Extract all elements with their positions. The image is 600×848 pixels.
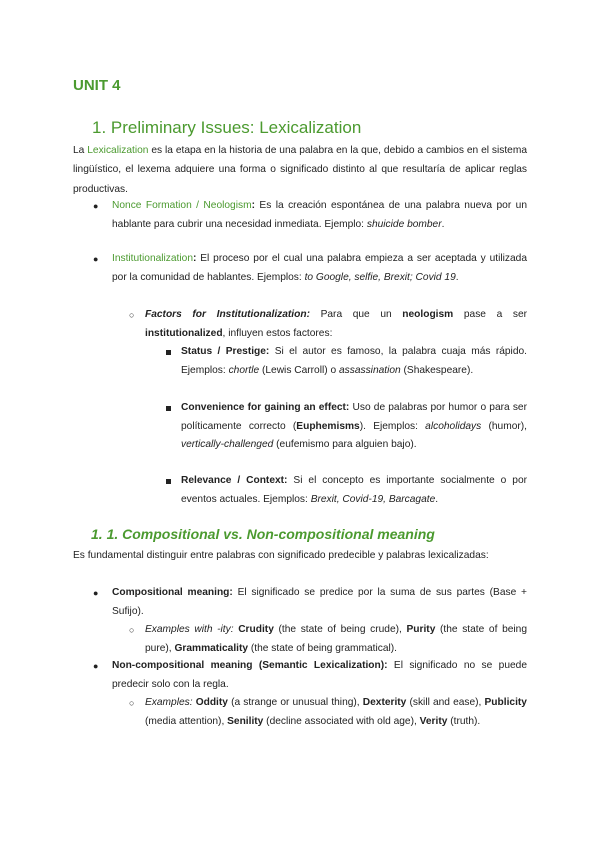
list-item-convenience: Convenience for gaining an effect: Uso de palabras por humor o para ser políticamente correcto (Euphemisms). Ejemplos: alcoholidays (humor), vertically-challenged (eufemismo para alguien bajo). [181, 402, 527, 451]
bullet-dot-icon: ● [93, 201, 99, 211]
list-item-compositional: Compositional meaning: El significado se predice por la suma de sus partes (Base + Sufijo). [112, 587, 527, 617]
bullet-circle-icon: ○ [129, 698, 135, 708]
term-lexicalization: Lexicalization [87, 145, 149, 156]
term-factors: Factors for Institutionalization: [145, 309, 310, 320]
list-item-status-prestige: Status / Prestige: Si el autor es famoso, la palabra cuaja más rápido. Ejemplos: chortle (Lewis Carroll) o assassination (Shakespeare). [181, 346, 527, 376]
unit-title: UNIT 4 [73, 77, 121, 94]
list-item-institutionalization: Institutionalization: El proceso por el cual una palabra empieza a ser aceptada y utilizada por la comunidad de hablantes. Ejemplos: to Google, selfie, Brexit; Covid 19. [112, 253, 527, 283]
bullet-square-icon [166, 479, 171, 484]
bullet-dot-icon: ● [93, 254, 99, 264]
section-heading-lexicalization: 1. Preliminary Issues: Lexicalization [92, 118, 362, 137]
list-item-relevance: Relevance / Context: Si el concepto es importante socialmente o por eventos actuales. Ejemplos: Brexit, Covid-19, Barcagate. [181, 475, 527, 505]
bullet-dot-icon: ● [93, 661, 99, 671]
list-item-examples-ity: Examples with -ity: Crudity (the state of being crude), Purity (the state of being pure), Grammaticality (the state of being grammatical). [145, 624, 527, 654]
list-item-factors: Factors for Institutionalization: Para que un neologism pase a ser institutionalized, influyen estos factores: [145, 309, 527, 339]
bullet-square-icon [166, 350, 171, 355]
list-item-examples-lexicalized: Examples: Oddity (a strange or unusual thing), Dexterity (skill and ease), Publicity (media attention), Senility (decline associated with old age), Verity (truth). [145, 697, 527, 727]
bullet-circle-icon: ○ [129, 310, 135, 320]
term-neologism: Nonce Formation / Neologism [112, 200, 252, 211]
bullet-dot-icon: ● [93, 588, 99, 598]
bullet-square-icon [166, 406, 171, 411]
section2-intro: Es fundamental distinguir entre palabras con significado predecible y palabras lexicalizadas: [73, 550, 489, 561]
section-heading-compositional: 1. 1. Compositional vs. Non-compositional meaning [91, 526, 435, 542]
list-item-neologism: Nonce Formation / Neologism: Es la creación espontánea de una palabra nueva por un hablante para cubrir una necesidad inmediata. Ejemplo: shuicide bomber. [112, 200, 527, 230]
list-item-non-compositional: Non-compositional meaning (Semantic Lexicalization): El significado no se puede predecir solo con la regla. [112, 660, 527, 690]
term-institutionalization: Institutionalization [112, 253, 193, 264]
intro-paragraph: La Lexicalization es la etapa en la historia de una palabra en la que, debido a cambios en el sistema lingüístico, el lexema adquiere una forma o significado distinto al que resultaría de aplicar reglas productivas. [73, 145, 527, 195]
bullet-circle-icon: ○ [129, 625, 135, 635]
